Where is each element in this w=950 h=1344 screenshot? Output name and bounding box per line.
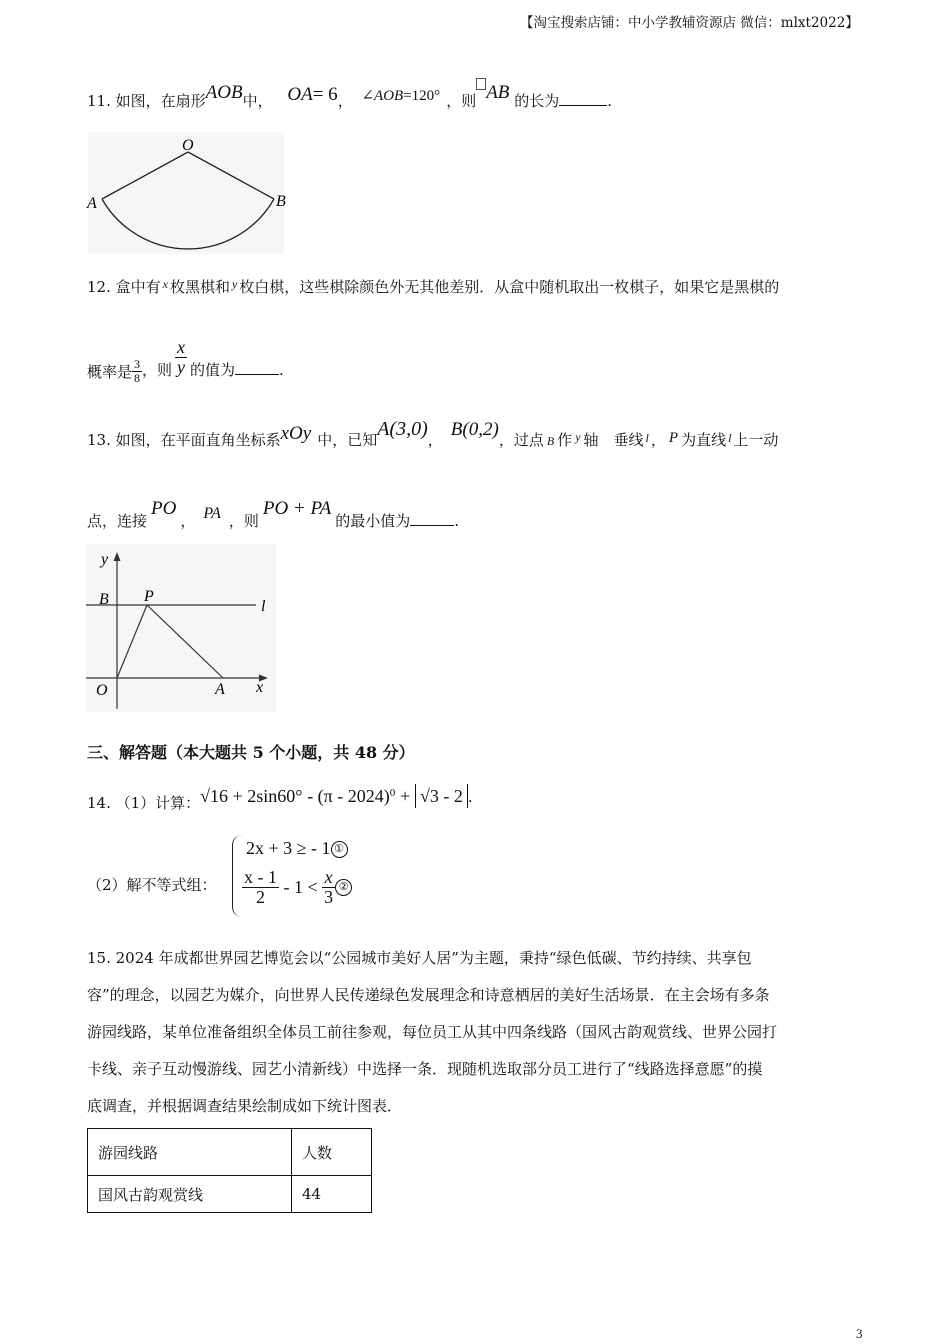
ineq2-left-fraction	[242, 868, 279, 907]
var-p: P	[668, 430, 679, 446]
q13-text: 上一动	[733, 431, 779, 449]
q13-text: ，	[427, 431, 443, 449]
q11-oa: OA	[287, 84, 313, 105]
q11-oa-value: = 6	[312, 84, 338, 105]
q13-text: 中，已知	[317, 431, 378, 449]
coordinate-figure	[86, 544, 276, 712]
route-table	[87, 1128, 372, 1213]
q11-angle-value: =120°	[403, 88, 441, 104]
q15-line: 卡线、亲子互动慢游线、园艺小清新线）中选择一条．现随机选取部分员工进行了“线路选择意愿”的摸	[87, 1060, 763, 1078]
question-12-line2	[87, 337, 284, 385]
segment-pa: PA	[203, 505, 221, 522]
label-y: y	[101, 551, 109, 568]
frac-numerator: x	[177, 337, 186, 357]
var-b: B	[546, 434, 555, 448]
q13-text: ，则	[228, 512, 259, 530]
answer-blank	[559, 91, 607, 106]
table-header-cell: 人数	[292, 1129, 372, 1176]
frac-denominator: y	[177, 356, 186, 377]
figure-background	[86, 544, 276, 712]
question-11	[87, 82, 612, 117]
table-header-row	[88, 1129, 372, 1176]
q12-text: 的值为	[190, 361, 236, 380]
circled-two: ②	[335, 879, 352, 896]
inequality-1-text: 2x + 3 ≥ - 1	[246, 838, 331, 858]
q11-sector-name: AOB	[205, 82, 243, 103]
var-y: y	[575, 430, 581, 444]
var-y: y	[231, 277, 238, 291]
fraction-x-y	[175, 338, 187, 377]
var-x: x	[162, 277, 168, 291]
q11-text: 中，	[242, 92, 273, 110]
frac-numerator: x	[322, 868, 335, 888]
q15-line: 底调查，并根据调查结果绘制成如下统计图表．	[87, 1097, 403, 1115]
q13-text: 作	[557, 431, 573, 449]
q13-text: 点，连接	[87, 512, 148, 530]
label-a: A	[87, 195, 97, 212]
page-number: 3	[856, 1326, 863, 1341]
answer-blank	[410, 511, 454, 526]
q11-text: ，	[337, 92, 353, 110]
q11-end: .	[607, 92, 612, 110]
q14-plus: +	[400, 786, 411, 806]
var-l: l	[645, 431, 649, 445]
q12-text: 枚白棋，这些棋除颜色外无其他差别．从盒中随机取出一枚棋子，如果它是黑棋的	[239, 278, 780, 296]
question-13-line2	[87, 500, 459, 531]
inequality-1	[246, 838, 348, 859]
segment-po: PO	[151, 498, 177, 519]
point-b: B(0,2)	[450, 419, 499, 440]
q13-text: 轴 垂线	[583, 431, 644, 449]
question-15	[87, 940, 862, 1125]
q15-line: 容”的理念，以园艺为媒介，向世界人民传递绿色发展理念和诗意栖居的美好生活场景．在主会场有多条	[87, 986, 770, 1004]
label-b: B	[99, 591, 109, 608]
q12-end: .	[279, 361, 284, 380]
q14-exponent: 0	[389, 787, 396, 799]
q14-absolute-value: √3 - 2	[415, 784, 468, 808]
label-a: A	[215, 681, 225, 698]
q12-text: ，则	[142, 361, 173, 380]
q13-text: 13. 如图，在平面直角坐标系	[87, 431, 281, 449]
page-header: 【淘宝搜索店铺：中小学教辅资源店 微信：mlxt2022】	[520, 15, 859, 31]
q14-expr-part1: √16 + 2sin60°	[200, 786, 303, 806]
inequality-2	[242, 868, 352, 907]
q15-line: 15. 2024 年成都世界园艺博览会以“公园城市美好人居”为主题，秉持“绿色低碳、节约持续、共享包	[87, 949, 752, 967]
q13-end: .	[454, 512, 460, 530]
arc-symbol-icon	[476, 78, 486, 90]
var-l: l	[728, 431, 732, 445]
label-x: x	[256, 679, 264, 696]
table-header-cell: 游园线路	[88, 1129, 292, 1176]
q11-text: ，则	[446, 92, 477, 110]
q14-label: 14. （1）计算：	[87, 794, 201, 812]
label-o: O	[96, 682, 108, 699]
table-cell: 44	[292, 1176, 372, 1213]
coord-system: xOy	[280, 423, 312, 444]
table-row	[88, 1176, 372, 1213]
frac-denominator: 8	[134, 370, 141, 385]
point-a: A(3,0)	[377, 418, 428, 440]
q11-number: 11.	[87, 92, 111, 110]
frac-denominator: 2	[256, 886, 265, 907]
frac-numerator: x - 1	[244, 867, 277, 887]
ineq2-middle: - 1 <	[283, 876, 318, 897]
q11-angle: ∠AOB	[361, 88, 404, 104]
question-12-line1	[87, 276, 779, 299]
q13-text: ，	[650, 431, 666, 449]
q12-text: 概率是	[87, 362, 133, 381]
q14-expr-part2: - (π - 2024)	[307, 786, 390, 806]
label-l: l	[261, 598, 266, 615]
sum-expression: PO + PA	[262, 498, 332, 519]
answer-blank	[235, 360, 279, 375]
q13-text: 的最小值为	[335, 512, 411, 530]
q12-text: 12. 盒中有	[87, 278, 161, 296]
fraction-3-8	[132, 358, 142, 384]
table-cell: 国风古韵观赏线	[88, 1176, 292, 1213]
q14-end: .	[467, 788, 473, 806]
question-14-part1	[87, 778, 473, 812]
q11-text: 的长为	[514, 92, 560, 110]
q13-text: ，	[180, 512, 196, 530]
q15-line: 游园线路，某单位准备组织全体员工前往参观，每位员工从其中四条线路（国风古韵观赏线、世界公园打	[87, 1023, 778, 1041]
frac-numerator: 3	[134, 357, 141, 372]
q11-text: 如图，在扇形	[115, 92, 206, 110]
frac-denominator: 3	[324, 886, 334, 907]
circled-one: ①	[331, 841, 348, 858]
q12-text: 枚黑棋和	[169, 278, 230, 296]
label-p: P	[144, 588, 154, 605]
label-b: B	[276, 193, 286, 210]
q14-part2-label: （2）解不等式组：	[87, 876, 217, 894]
sector-figure	[86, 132, 286, 254]
question-13-line1	[87, 418, 779, 456]
label-o: O	[182, 137, 194, 154]
ineq2-right-fraction	[322, 868, 335, 907]
q11-arc: AB	[486, 82, 510, 103]
q13-text: ，过点	[498, 431, 544, 449]
q13-text: 为直线	[681, 431, 727, 449]
section-heading: 三、解答题（本大题共 5 个小题，共 48 分）	[87, 743, 415, 762]
